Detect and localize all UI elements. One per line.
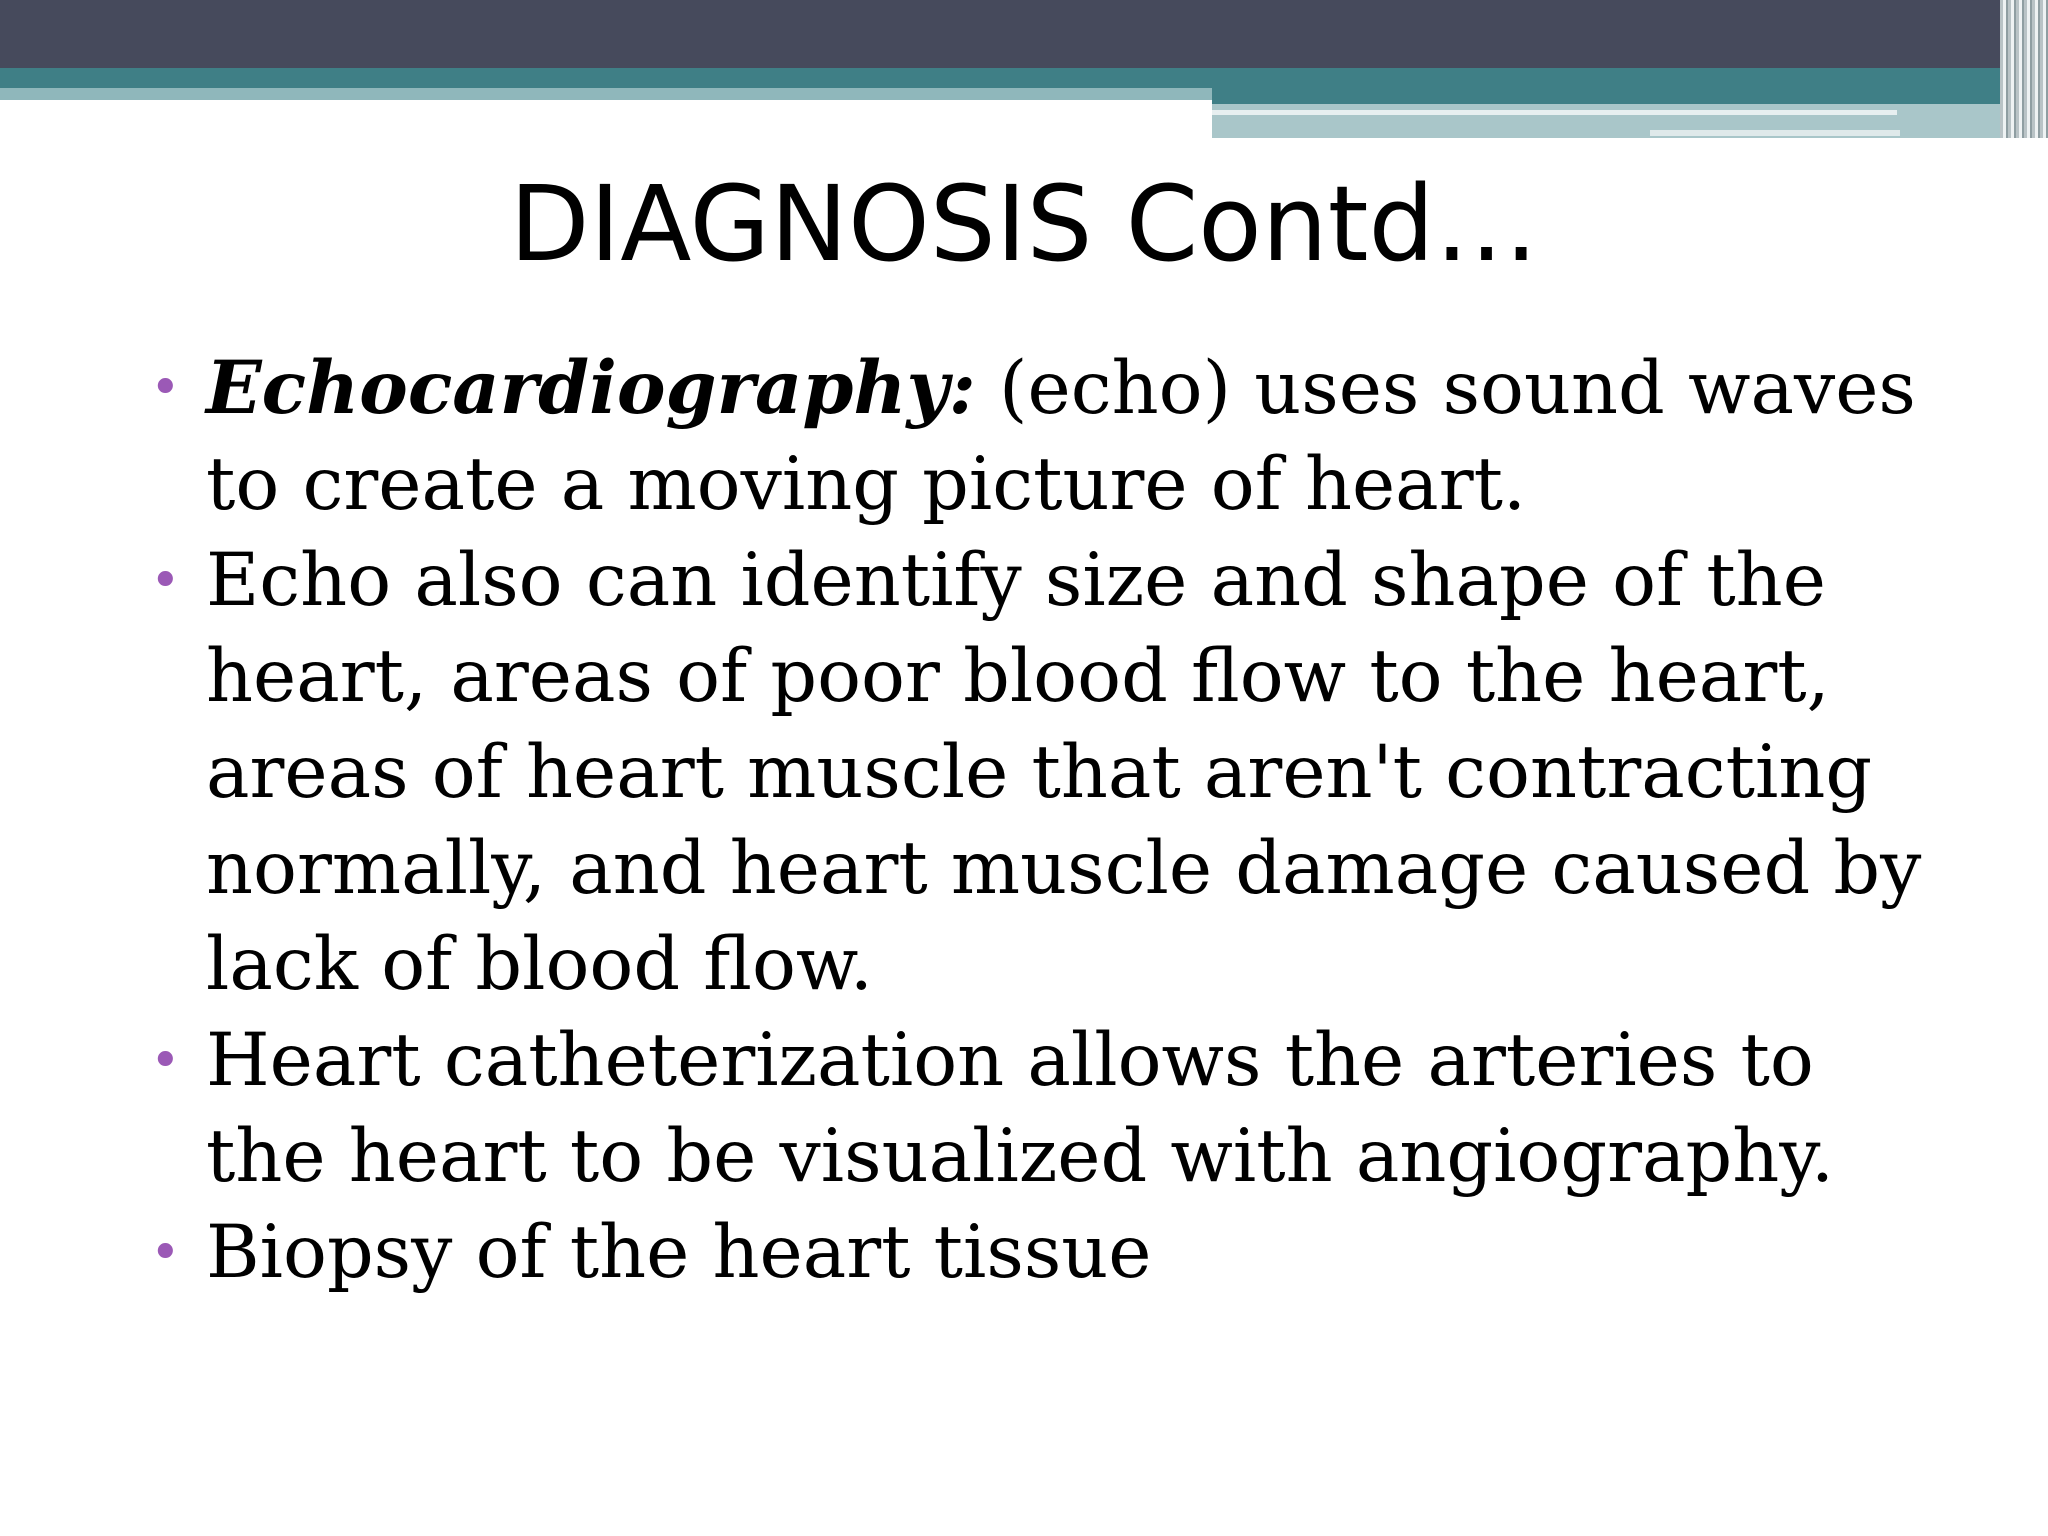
bullet-text: Echo also can identify size and shape of the heart, areas of poor blood flow to the heart, areas of heart muscle that aren't contracting normally, and heart muscle damage caused by lack of blood flow. (206, 538, 1922, 1007)
header-band-teal-light (0, 88, 1212, 100)
bullet-icon: • (150, 1031, 181, 1091)
bullet-term: Echocardiography: (206, 345, 976, 431)
bullet-item (140, 1205, 1940, 1301)
header-band-right-teal (1212, 88, 2048, 104)
bullet-text: Biopsy of the heart tissue (206, 1210, 1152, 1295)
header-edge-stripes (2000, 0, 2048, 138)
bullet-item (140, 1013, 1940, 1205)
bullet-text: Heart catheterization allows the arteries to the heart to be visualized with angiography. (206, 1018, 1835, 1199)
header-band-highlight-line (1212, 110, 1897, 115)
bullet-icon: • (150, 358, 181, 418)
bullet-item (140, 533, 1940, 1013)
header-band-dark (0, 0, 2048, 68)
header-band-highlight-line-short (1650, 130, 1900, 136)
bullet-list (140, 340, 1940, 1301)
bullet-text: (echo) uses sound waves to create a moving picture of heart. (206, 346, 1916, 527)
header-band-teal (0, 68, 2048, 88)
bullet-icon: • (150, 1223, 181, 1283)
bullet-icon: • (150, 551, 181, 611)
slide-title: DIAGNOSIS Contd… (509, 163, 1539, 285)
bullet-item (140, 340, 1940, 533)
